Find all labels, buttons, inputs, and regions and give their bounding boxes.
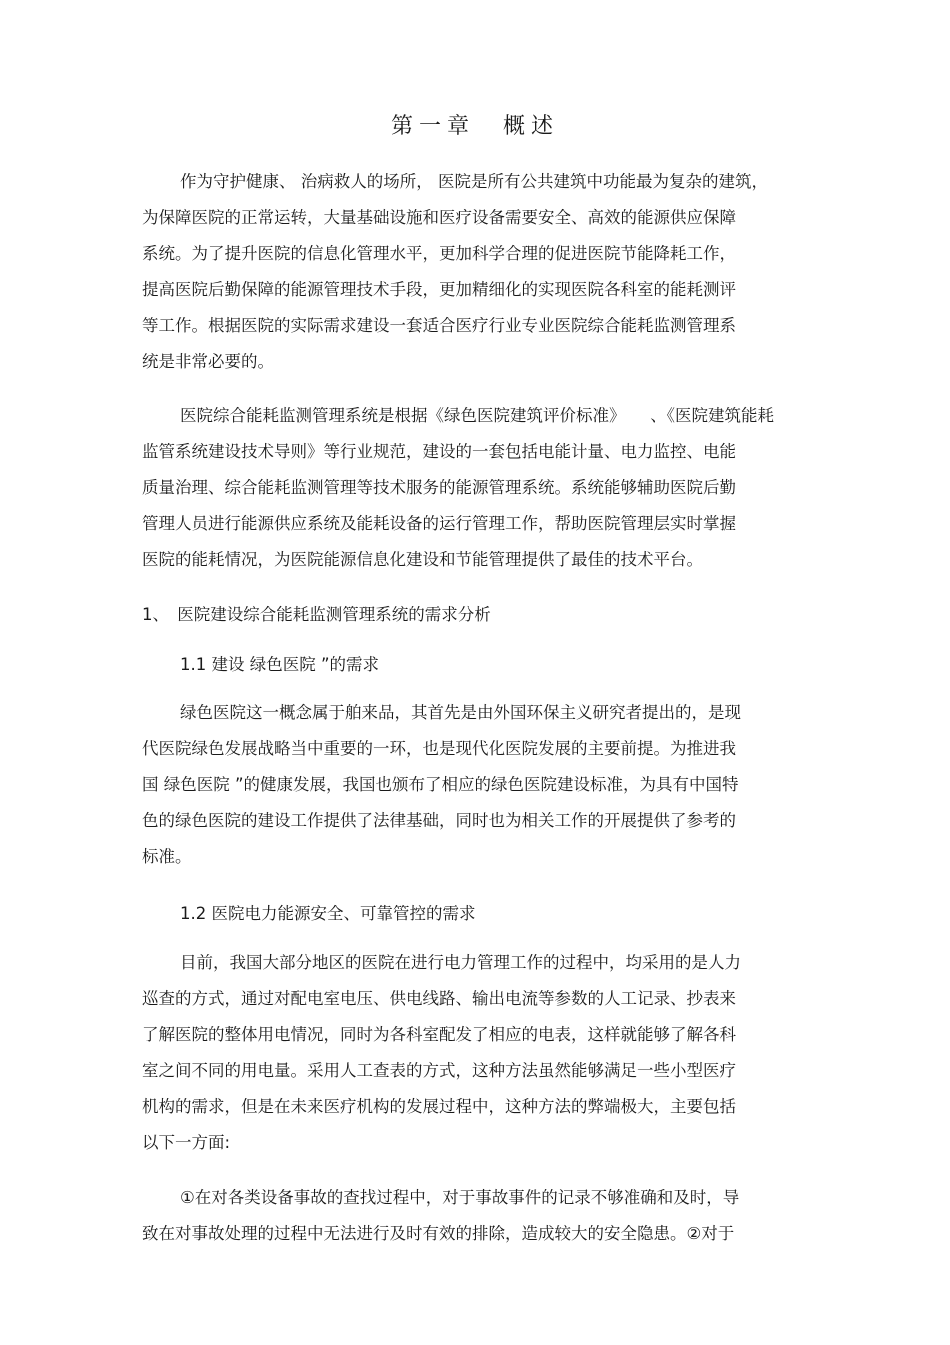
paragraph-line: 作为守护健康、 治病救人的场所， 医院是所有公共建筑中功能最为复杂的建筑， [180,172,768,191]
paragraph-line: 国 绿色医院 ”的健康发展，我国也颁布了相应的绿色医院建设标准，为具有中国特 [142,775,739,794]
paragraph-line: 机构的需求，但是在未来医疗机构的发展过程中，这种方法的弊端极大，主要包括 [142,1097,736,1116]
paragraph-line: 绿色医院这一概念属于舶来品，其首先是由外国环保主义研究者提出的，是现 [180,703,741,722]
paragraph-line: 以下一方面: [142,1133,231,1152]
paragraph-line: 提高医院后勤保障的能源管理技术手段，更加精细化的实现医院各科室的能耗测评 [142,280,736,299]
paragraph-line: 致在对事故处理的过程中无法进行及时有效的排除，造成较大的安全隐患。②对于 [142,1224,735,1243]
paragraph-line: 质量治理、综合能耗监测管理等技术服务的能源管理系统。系统能够辅助医院后勤 [142,478,736,497]
paragraph-line: 管理人员进行能源供应系统及能耗设备的运行管理工作，帮助医院管理层实时掌握 [142,514,736,533]
paragraph-line: 医院的能耗情况，为医院能源信息化建设和节能管理提供了最佳的技术平台。 [142,550,703,569]
subsection-heading: 1.2 医院电力能源安全、可靠管控的需求 [180,904,476,923]
chapter-title: 第一章 概述 [390,114,559,139]
paragraph-line: 系统。为了提升医院的信息化管理水平，更加科学合理的促进医院节能降耗工作， [142,244,736,263]
paragraph-line: 巡查的方式，通过对配电室电压、供电线路、输出电流等参数的人工记录、抄表来 [142,989,736,1008]
paragraph-line: 目前，我国大部分地区的医院在进行电力管理工作的过程中，均采用的是人力 [180,953,741,972]
paragraph-line: 医院综合能耗监测管理系统是根据《绿色医院建筑评价标准》 、《医院建筑能耗 [180,406,774,425]
paragraph-line: 标准。 [142,847,192,866]
paragraph-line: 室之间不同的用电量。采用人工查表的方式，这种方法虽然能够满足一些小型医疗 [142,1061,736,1080]
paragraph-line: 代医院绿色发展战略当中重要的一环，也是现代化医院发展的主要前提。为推进我 [142,739,736,758]
paragraph-line: 监管系统建设技术导则》等行业规范，建设的一套包括电能计量、电力监控、电能 [142,442,736,461]
section-heading: 1、 医院建设综合能耗监测管理系统的需求分析 [142,605,491,624]
paragraph-line: 了解医院的整体用电情况，同时为各科室配发了相应的电表，这样就能够了解各科 [142,1025,736,1044]
paragraph-line: 等工作。根据医院的实际需求建设一套适合医疗行业专业医院综合能耗监测管理系 [142,316,736,335]
paragraph-line: 色的绿色医院的建设工作提供了法律基础，同时也为相关工作的开展提供了参考的 [142,811,736,830]
paragraph-line: ①在对各类设备事故的查找过程中，对于事故事件的记录不够准确和及时，导 [180,1188,740,1207]
subsection-heading: 1.1 建设 绿色医院 ”的需求 [180,655,380,674]
paragraph-line: 统是非常必要的。 [142,352,274,371]
paragraph-line: 为保障医院的正常运转，大量基础设施和医疗设备需要安全、高效的能源供应保障 [142,208,736,227]
